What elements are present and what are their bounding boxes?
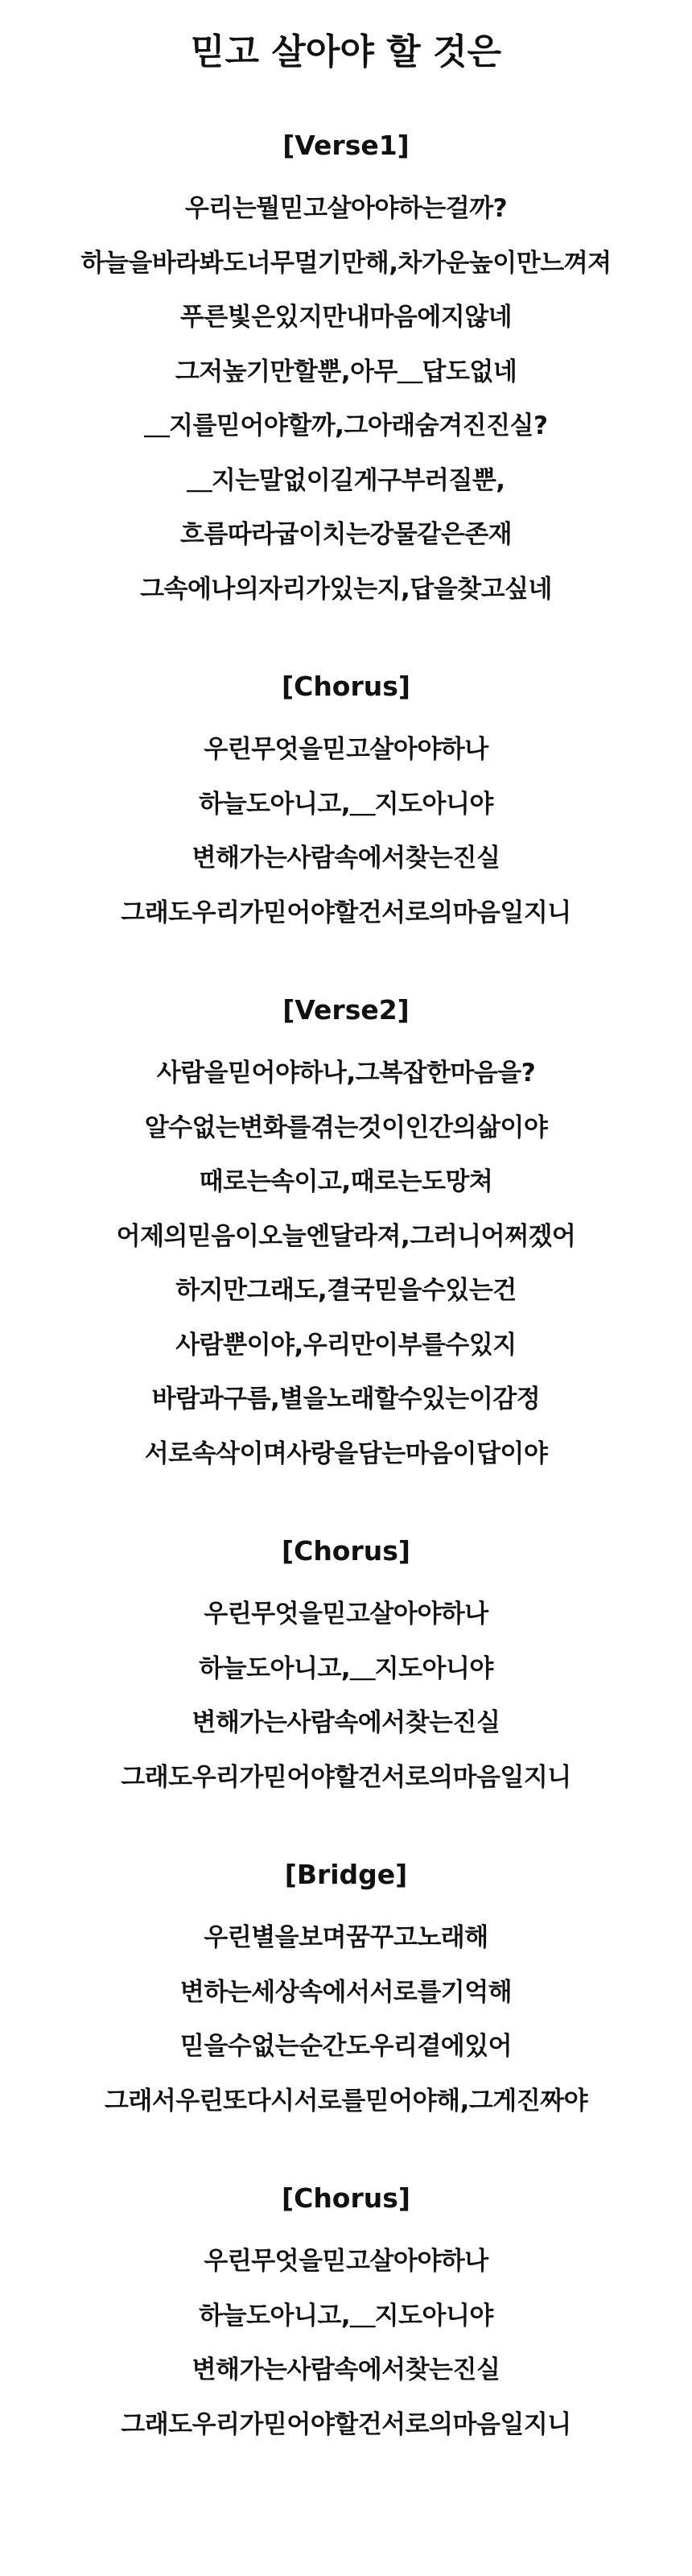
lyric-line: 믿을수없는순간도우리곁에있어 xyxy=(179,2032,513,2061)
lyric-line: 흐름따라굽이치는강물같은존재 xyxy=(179,520,513,549)
section-verse1 xyxy=(0,129,692,617)
section-chorus-1 xyxy=(0,670,692,940)
lyric-line: 서로속삭이며사랑을담는마음이답이야 xyxy=(144,1439,548,1468)
section-label: [Verse2] xyxy=(282,994,410,1026)
lyric-line: 하늘을바라봐도너무멀기만해,차가운높이만느껴져 xyxy=(80,248,612,278)
lyric-line: 우리는뭘믿고살아야하는걸까? xyxy=(184,194,508,223)
lyric-line: 알수없는변화를겪는것이인간의삶이야 xyxy=(144,1113,548,1142)
lyric-line: ＿지를믿어야할까,그아래숨겨진진실? xyxy=(144,411,548,440)
lyrics-sections xyxy=(0,129,692,2452)
page-title: 믿고 살아야 할 것은 xyxy=(191,31,501,72)
lyric-line: ＿지는말없이길게구부러질뿐, xyxy=(187,465,505,495)
lyric-line: 사람뿐이야,우리만이부를수있지 xyxy=(175,1330,517,1360)
lyric-line: 변해가는사람속에서찾는진실 xyxy=(192,844,500,873)
lyric-line: 그래도우리가믿어야할건서로의마음일지니 xyxy=(121,898,571,927)
lyric-line: 하늘도아니고,＿지도아니야 xyxy=(199,1653,493,1683)
section-label: [Chorus] xyxy=(282,671,410,702)
lyric-line: 사람을믿어야하나,그복잡한마음을? xyxy=(156,1059,536,1088)
section-chorus-3 xyxy=(0,2182,692,2452)
lyric-line: 그래서우린또다시서로를믿어야해,그게진짜야 xyxy=(104,2086,588,2116)
lyric-line: 우린무엇을믿고살아야하나 xyxy=(204,735,488,764)
section-label: [Chorus] xyxy=(282,2182,410,2214)
lyric-line: 하늘도아니고,＿지도아니야 xyxy=(199,789,493,819)
lyric-line: 변해가는사람속에서찾는진실 xyxy=(192,2355,500,2384)
lyric-line: 그래도우리가믿어야할건서로의마음일지니 xyxy=(121,2409,571,2439)
lyric-line: 변해가는사람속에서찾는진실 xyxy=(192,1708,500,1737)
lyric-line: 우린무엇을믿고살아야하나 xyxy=(204,2247,488,2276)
lyric-line: 바람과구름,별을노래할수있는이감정 xyxy=(151,1385,541,1414)
lyric-line: 우린무엇을믿고살아야하나 xyxy=(204,1600,488,1629)
lyric-line: 푸른빛은있지만내마음에지않네 xyxy=(179,303,513,332)
section-bridge xyxy=(0,1858,692,2128)
lyric-line: 하지만그래도,결국믿을수있는건 xyxy=(175,1276,517,1305)
lyric-line: 그저높기만할뿐,아무＿답도없네 xyxy=(175,357,517,386)
section-label: [Verse1] xyxy=(282,130,410,161)
section-label: [Bridge] xyxy=(284,1859,408,1890)
lyric-line: 그속에나의자리가있는지,답을찾고싶네 xyxy=(140,574,552,604)
lyric-line: 그래도우리가믿어야할건서로의마음일지니 xyxy=(121,1762,571,1792)
section-verse2 xyxy=(0,993,692,1481)
section-label: [Chorus] xyxy=(282,1535,410,1567)
lyric-line: 우린별을보며꿈꾸고노래해 xyxy=(204,1923,488,1952)
lyric-line: 변하는세상속에서서로를기억해 xyxy=(179,1977,513,2007)
lyric-line: 하늘도아니고,＿지도아니야 xyxy=(199,2301,493,2330)
section-chorus-2 xyxy=(0,1534,692,1805)
lyric-line: 때로는속이고,때로는도망쳐 xyxy=(199,1167,493,1196)
lyric-line: 어제의믿음이오늘엔달라져,그러니어쩌겠어 xyxy=(116,1221,576,1251)
